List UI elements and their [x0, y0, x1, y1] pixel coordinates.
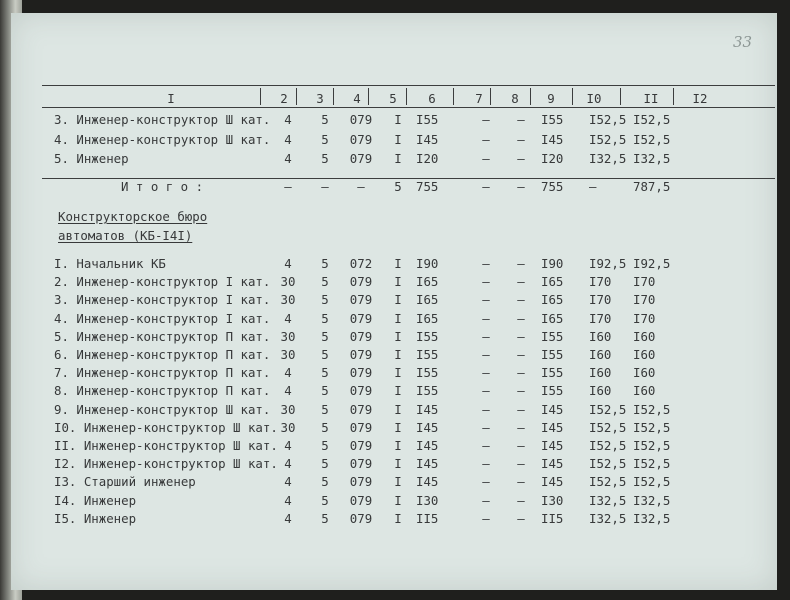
- cell-c2: 30: [280, 419, 296, 435]
- cell-c8: –: [517, 292, 525, 308]
- cell-c4: 079: [349, 131, 373, 147]
- row-label: 2. Инженер-конструктор I кат.: [54, 274, 271, 290]
- column-separator: [260, 88, 261, 105]
- table-row: [11, 311, 777, 329]
- cell-c6: I45: [416, 401, 439, 417]
- cell-c3: 5: [321, 131, 329, 147]
- cell-c2: 30: [280, 274, 296, 290]
- row-label: 3. Инженер-конструктор I кат.: [54, 292, 271, 308]
- cell-c3: 5: [321, 419, 329, 435]
- cell-c10: I60: [589, 365, 612, 381]
- cell-c3: 5: [321, 347, 329, 362]
- cell-c8: –: [517, 438, 525, 453]
- cell-c6: I45: [416, 131, 439, 147]
- cell-c10: I70: [589, 274, 612, 290]
- cell-c2: 4: [284, 131, 292, 147]
- column-header-5: 5: [389, 91, 397, 106]
- cell-c7: –: [482, 383, 490, 399]
- cell-c6: I65: [416, 310, 439, 326]
- column-separator: [673, 88, 674, 105]
- column-header-2: 2: [280, 91, 288, 106]
- cell-c6: I65: [416, 292, 439, 308]
- header-bottom-rule: [42, 107, 775, 108]
- column-header-7: 7: [475, 91, 483, 106]
- column-separator: [406, 88, 407, 105]
- cell-c11: I52,5: [633, 419, 671, 435]
- cell-c7: –: [482, 347, 490, 362]
- cell-c9: I45: [541, 456, 564, 472]
- cell-c9: I20: [541, 151, 564, 166]
- cell-c6: I45: [416, 419, 439, 435]
- cell-c7: –: [482, 365, 490, 381]
- cell-c3: 5: [321, 151, 329, 166]
- cell-c11: I52,5: [633, 456, 671, 472]
- row-label: 7. Инженер-конструктор П кат.: [54, 365, 271, 381]
- cell-c2: 4: [284, 365, 292, 381]
- cell-c5: I: [394, 151, 402, 166]
- column-header-9: 9: [547, 91, 555, 106]
- cell-c9: I45: [541, 131, 564, 147]
- cell-c3: 5: [321, 456, 329, 472]
- cell-c10: I70: [589, 292, 612, 308]
- cell-c6: I55: [416, 347, 439, 362]
- cell-c7: –: [482, 112, 490, 127]
- cell-c11: I32,5: [633, 510, 671, 526]
- cell-c2: 4: [284, 510, 292, 526]
- cell-c11: I52,5: [633, 401, 671, 417]
- cell-c5: I: [394, 112, 402, 127]
- row-label: 5. Инженер-конструктор П кат.: [54, 328, 271, 344]
- row-label: II. Инженер-конструктор Ш кат.: [54, 438, 278, 453]
- cell-c3: 5: [321, 492, 329, 508]
- row-label: I. Начальник КБ: [54, 256, 166, 271]
- cell-c9: I65: [541, 292, 564, 308]
- cell-c11: I60: [633, 383, 656, 399]
- cell-c5: I: [394, 438, 402, 453]
- column-header-3: 3: [316, 91, 324, 106]
- cell-c7: –: [482, 151, 490, 166]
- section-title-line-2: автоматов (КБ-I4I): [58, 228, 193, 243]
- cell-c8: –: [517, 310, 525, 326]
- cell-c5: I: [394, 383, 402, 399]
- cell-c6: I30: [416, 492, 439, 508]
- table-row: [11, 511, 777, 529]
- cell-c3: 5: [321, 510, 329, 526]
- cell-c9: I30: [541, 492, 564, 508]
- cell-c7: –: [482, 510, 490, 526]
- cell-c8: –: [517, 401, 525, 417]
- cell-c4: 079: [349, 419, 373, 435]
- row-label: И т о г о :: [121, 179, 204, 194]
- cell-c7: –: [482, 274, 490, 290]
- cell-c6: I90: [416, 256, 439, 271]
- cell-c8: –: [517, 383, 525, 399]
- page-number: 33: [733, 33, 753, 51]
- cell-c8: –: [517, 419, 525, 435]
- cell-c6: I65: [416, 274, 439, 290]
- cell-c8: –: [517, 510, 525, 526]
- cell-c9: I45: [541, 419, 564, 435]
- row-label: 6. Инженер-конструктор П кат.: [54, 347, 271, 362]
- cell-c7: –: [482, 401, 490, 417]
- cell-c11: I32,5: [633, 151, 671, 166]
- table-row: [11, 365, 777, 383]
- cell-c6: I45: [416, 474, 439, 490]
- cell-c5: I: [394, 456, 402, 472]
- cell-c5: I: [394, 510, 402, 526]
- cell-c7: –: [482, 256, 490, 271]
- table-row: [11, 151, 777, 169]
- cell-c3: 5: [321, 292, 329, 308]
- column-header-4: 4: [353, 91, 361, 106]
- row-label: 8. Инженер-конструктор П кат.: [54, 383, 271, 399]
- cell-c11: I70: [633, 274, 656, 290]
- cell-c4: 079: [349, 310, 373, 326]
- cell-c4: 079: [349, 492, 373, 508]
- table-row: [11, 292, 777, 310]
- table-row: [11, 438, 777, 456]
- table-row: [11, 474, 777, 492]
- cell-c4: 079: [349, 151, 373, 166]
- cell-c8: –: [517, 179, 525, 194]
- cell-c10: I60: [589, 328, 612, 344]
- cell-c4: 079: [349, 401, 373, 417]
- row-label: I3. Старший инженер: [54, 474, 196, 490]
- cell-c10: I52,5: [589, 456, 627, 472]
- cell-c10: I52,5: [589, 401, 627, 417]
- cell-c7: –: [482, 310, 490, 326]
- table-row: [11, 420, 777, 438]
- cell-c10: I52,5: [589, 438, 627, 453]
- cell-c11: I32,5: [633, 492, 671, 508]
- cell-c5: I: [394, 365, 402, 381]
- cell-c10: I52,5: [589, 474, 627, 490]
- cell-c4: 079: [349, 456, 373, 472]
- cell-c8: –: [517, 112, 525, 127]
- cell-c3: 5: [321, 328, 329, 344]
- cell-c11: I52,5: [633, 131, 671, 147]
- cell-c2: 4: [284, 151, 292, 166]
- cell-c10: I52,5: [589, 131, 627, 147]
- cell-c10: I52,5: [589, 419, 627, 435]
- cell-c2: 4: [284, 383, 292, 399]
- cell-c2: 30: [280, 328, 296, 344]
- row-label: 9. Инженер-конструктор Ш кат.: [54, 401, 271, 417]
- cell-c10: I32,5: [589, 492, 627, 508]
- cell-c3: 5: [321, 256, 329, 271]
- cell-c6: I55: [416, 328, 439, 344]
- cell-c2: 4: [284, 438, 292, 453]
- table-row: [11, 274, 777, 292]
- cell-c8: –: [517, 474, 525, 490]
- cell-c9: I65: [541, 274, 564, 290]
- cell-c3: 5: [321, 274, 329, 290]
- cell-c11: I70: [633, 310, 656, 326]
- cell-c10: –: [589, 179, 597, 194]
- cell-c4: 079: [349, 292, 373, 308]
- cell-c10: I70: [589, 310, 612, 326]
- cell-c3: 5: [321, 383, 329, 399]
- table-row: [11, 347, 777, 365]
- cell-c9: I55: [541, 347, 564, 362]
- cell-c11: I92,5: [633, 256, 671, 271]
- cell-c2: –: [284, 179, 292, 194]
- cell-c3: 5: [321, 474, 329, 490]
- table-row: [11, 402, 777, 420]
- cell-c11: I70: [633, 292, 656, 308]
- cell-c6: I55: [416, 112, 439, 127]
- cell-c5: 5: [394, 179, 402, 194]
- cell-c11: I60: [633, 347, 656, 362]
- cell-c5: I: [394, 347, 402, 362]
- cell-c5: I: [394, 474, 402, 490]
- table-row: [11, 493, 777, 511]
- cell-c10: I60: [589, 347, 612, 362]
- cell-c4: 079: [349, 328, 373, 344]
- section-title-line-1: Конструкторское бюро: [58, 209, 208, 224]
- cell-c9: I55: [541, 365, 564, 381]
- cell-c6: I45: [416, 438, 439, 453]
- column-header-8: 8: [511, 91, 519, 106]
- cell-c5: I: [394, 310, 402, 326]
- cell-c6: I45: [416, 456, 439, 472]
- cell-c8: –: [517, 256, 525, 271]
- cell-c9: I90: [541, 256, 564, 271]
- cell-c4: –: [357, 179, 365, 194]
- cell-c10: I92,5: [589, 256, 627, 271]
- cell-c7: –: [482, 179, 490, 194]
- cell-c5: I: [394, 401, 402, 417]
- cell-c4: 079: [349, 383, 373, 399]
- cell-c5: I: [394, 256, 402, 271]
- cell-c6: I20: [416, 151, 439, 166]
- document-page: [11, 13, 777, 590]
- cell-c5: I: [394, 328, 402, 344]
- row-label: I2. Инженер-конструктор Ш кат.: [54, 456, 278, 472]
- cell-c2: 4: [284, 310, 292, 326]
- cell-c4: 079: [349, 347, 373, 362]
- cell-c2: 4: [284, 492, 292, 508]
- cell-c11: I52,5: [633, 112, 671, 127]
- column-separator: [572, 88, 573, 105]
- column-separator: [620, 88, 621, 105]
- cell-c4: 072: [349, 256, 373, 271]
- cell-c11: I52,5: [633, 474, 671, 490]
- cell-c2: 30: [280, 401, 296, 417]
- column-header-1: I: [167, 91, 175, 106]
- cell-c9: I65: [541, 310, 564, 326]
- column-separator: [530, 88, 531, 105]
- cell-c2: 4: [284, 474, 292, 490]
- cell-c11: I60: [633, 365, 656, 381]
- cell-c6: I55: [416, 383, 439, 399]
- cell-c3: 5: [321, 310, 329, 326]
- cell-c9: I45: [541, 401, 564, 417]
- cell-c2: 4: [284, 112, 292, 127]
- cell-c7: –: [482, 419, 490, 435]
- cell-c8: –: [517, 365, 525, 381]
- row-label: 3. Инженер-конструктор Ш кат.: [54, 112, 271, 127]
- cell-c10: I32,5: [589, 510, 627, 526]
- column-header-11: II: [643, 91, 659, 106]
- cell-c11: 787,5: [633, 179, 671, 194]
- row-label: 4. Инженер-конструктор Ш кат.: [54, 131, 271, 147]
- cell-c4: 079: [349, 112, 373, 127]
- cell-c2: 30: [280, 347, 296, 362]
- cell-c8: –: [517, 151, 525, 166]
- header-top-rule: [42, 85, 775, 86]
- column-separator: [333, 88, 334, 105]
- cell-c7: –: [482, 438, 490, 453]
- cell-c8: –: [517, 492, 525, 508]
- cell-c10: I32,5: [589, 151, 627, 166]
- cell-c2: 4: [284, 256, 292, 271]
- cell-c7: –: [482, 456, 490, 472]
- row-label: 4. Инженер-конструктор I кат.: [54, 310, 271, 326]
- cell-c8: –: [517, 347, 525, 362]
- cell-c9: I55: [541, 328, 564, 344]
- table-row: [11, 132, 777, 150]
- cell-c9: I55: [541, 383, 564, 399]
- column-separator: [453, 88, 454, 105]
- column-header-10: I0: [586, 91, 602, 106]
- total-values-row: [11, 179, 777, 197]
- cell-c11: I52,5: [633, 438, 671, 453]
- cell-c5: I: [394, 492, 402, 508]
- cell-c3: 5: [321, 365, 329, 381]
- table-row: [11, 383, 777, 401]
- cell-c9: 755: [541, 179, 564, 194]
- cell-c7: –: [482, 328, 490, 344]
- cell-c5: I: [394, 419, 402, 435]
- cell-c7: –: [482, 492, 490, 508]
- column-header-6: 6: [428, 91, 436, 106]
- cell-c6: II5: [416, 510, 439, 526]
- cell-c9: II5: [541, 510, 564, 526]
- cell-c8: –: [517, 131, 525, 147]
- cell-c9: I55: [541, 112, 564, 127]
- cell-c2: 30: [280, 292, 296, 308]
- cell-c4: 079: [349, 274, 373, 290]
- cell-c4: 079: [349, 365, 373, 381]
- cell-c9: I45: [541, 438, 564, 453]
- cell-c7: –: [482, 292, 490, 308]
- cell-c7: –: [482, 131, 490, 147]
- cell-c6: I55: [416, 365, 439, 381]
- cell-c4: 079: [349, 510, 373, 526]
- cell-c8: –: [517, 328, 525, 344]
- table-row: [11, 112, 777, 130]
- cell-c3: 5: [321, 112, 329, 127]
- cell-c3: –: [321, 179, 329, 194]
- column-separator: [368, 88, 369, 105]
- row-label: 5. Инженер: [54, 151, 129, 166]
- column-separator: [296, 88, 297, 105]
- table-row: [11, 329, 777, 347]
- cell-c5: I: [394, 131, 402, 147]
- cell-c8: –: [517, 274, 525, 290]
- table-row: [11, 256, 777, 274]
- row-label: I0. Инженер-конструктор Ш кат.: [54, 419, 278, 435]
- cell-c5: I: [394, 292, 402, 308]
- cell-c3: 5: [321, 401, 329, 417]
- row-label: I4. Инженер: [54, 492, 137, 508]
- row-label: I5. Инженер: [54, 510, 137, 526]
- cell-c6: 755: [416, 179, 439, 194]
- column-separator: [490, 88, 491, 105]
- cell-c10: I52,5: [589, 112, 627, 127]
- cell-c11: I60: [633, 328, 656, 344]
- cell-c9: I45: [541, 474, 564, 490]
- cell-c4: 079: [349, 438, 373, 453]
- cell-c5: I: [394, 274, 402, 290]
- cell-c10: I60: [589, 383, 612, 399]
- column-header-12: I2: [692, 91, 708, 106]
- table-row: [11, 456, 777, 474]
- cell-c4: 079: [349, 474, 373, 490]
- cell-c2: 4: [284, 456, 292, 472]
- cell-c8: –: [517, 456, 525, 472]
- cell-c3: 5: [321, 438, 329, 453]
- cell-c7: –: [482, 474, 490, 490]
